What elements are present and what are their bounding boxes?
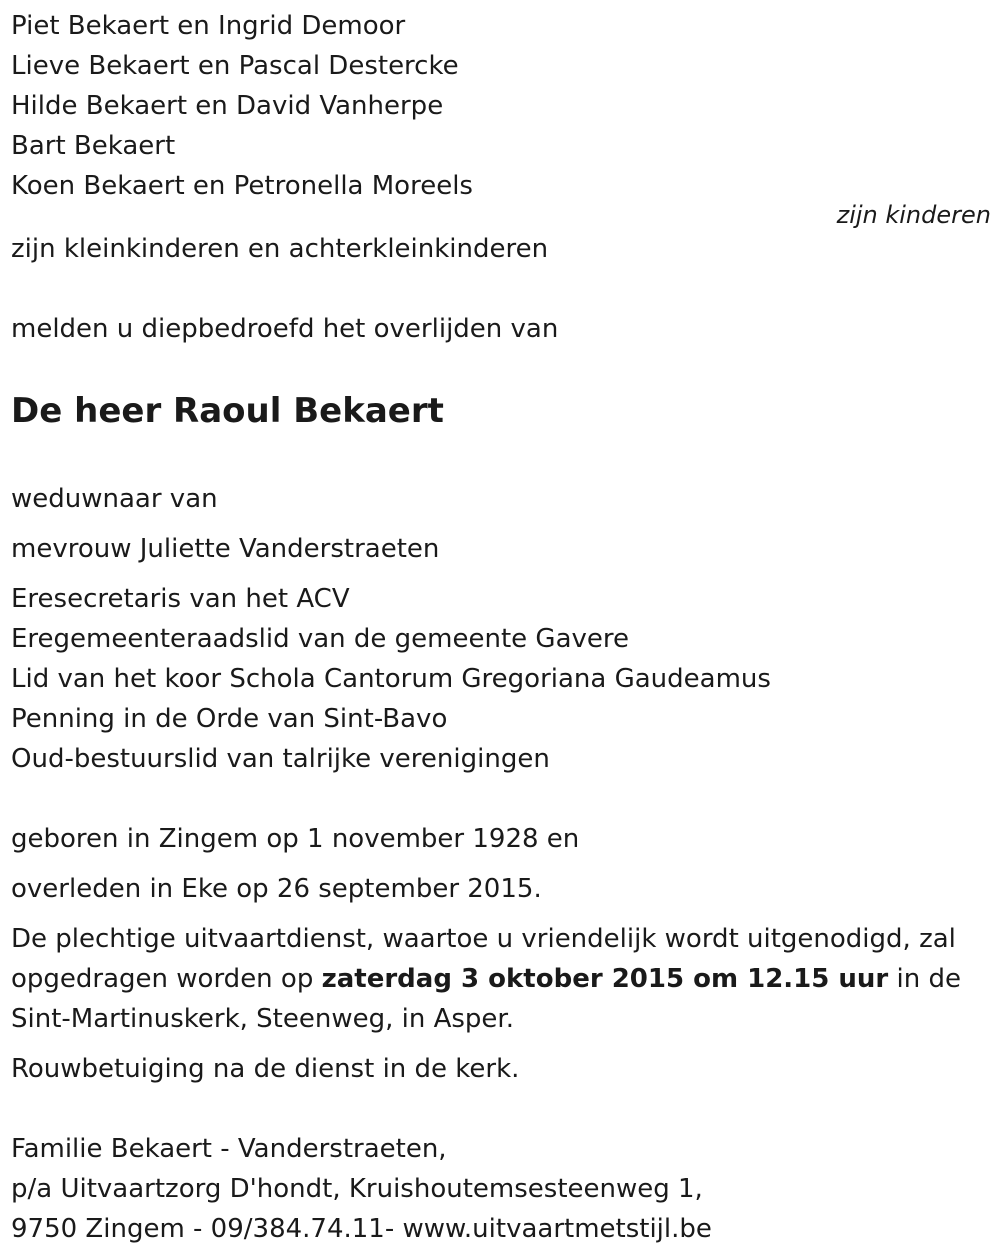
title-line: Penning in de Orde van Sint-Bavo (11, 704, 448, 734)
contact-line: 9750 Zingem - 09/384.74.11- www.uitvaartmetstijl.be (11, 1214, 712, 1244)
death-notice (11, 6, 991, 1249)
child-line: Koen Bekaert en Petronella Moreels (11, 171, 473, 201)
announcement-line: melden u diepbedroefd het overlijden van (11, 314, 559, 344)
child-line: Lieve Bekaert en Pascal Destercke (11, 51, 459, 81)
title-line: Eresecretaris van het ACV (11, 584, 350, 614)
spouse-name: mevrouw Juliette Vanderstraeten (11, 534, 440, 564)
child-line: Bart Bekaert (11, 131, 176, 161)
funeral-service-paragraph (11, 919, 991, 1039)
title-line: Oud-bestuurslid van talrijke verenigingen (11, 744, 550, 774)
titles-list (11, 579, 991, 779)
title-line: Eregemeenteraadslid van de gemeente Gavere (11, 624, 630, 654)
child-line: Hilde Bekaert en David Vanherpe (11, 91, 444, 121)
title-line: Lid van het koor Schola Cantorum Gregoriana Gaudeamus (11, 664, 771, 694)
service-date-time: zaterdag 3 oktober 2015 om 12.15 uur (321, 964, 889, 994)
born-line: geboren in Zingem op 1 november 1928 en (11, 824, 580, 854)
grandchildren-line: zijn kleinkinderen en achterkleinkinderen (11, 234, 549, 264)
children-role-label: zijn kinderen (836, 201, 991, 229)
children-list (11, 6, 991, 206)
contact-block (11, 1129, 991, 1249)
deceased-name: De heer Raoul Bekaert (11, 391, 444, 431)
condolence-line: Rouwbetuiging na de dienst in de kerk. (11, 1054, 520, 1084)
service-text-before: De plechtige uitvaartdienst, waartoe u vriendelijk wordt uitgenodigd, zal opgedragen worden op (11, 924, 956, 994)
service-text-after: in de Sint-Martinuskerk, Steenweg, in Asper. (11, 964, 961, 1034)
contact-line: Familie Bekaert - Vanderstraeten, (11, 1134, 447, 1164)
widower-line: weduwnaar van (11, 484, 218, 514)
contact-line: p/a Uitvaartzorg D'hondt, Kruishoutemsesteenweg 1, (11, 1174, 703, 1204)
child-line: Piet Bekaert en Ingrid Demoor (11, 11, 406, 41)
died-line: overleden in Eke op 26 september 2015. (11, 874, 542, 904)
